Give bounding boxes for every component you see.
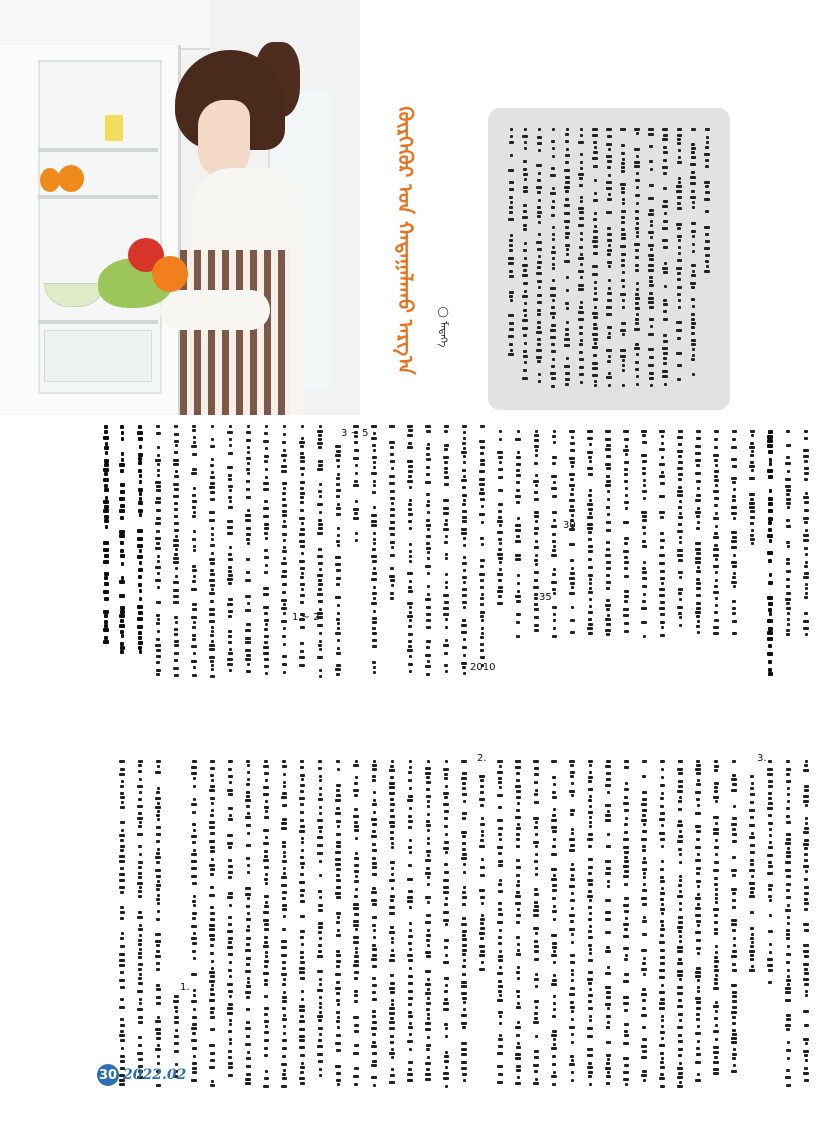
text-column (698, 430, 699, 640)
text-column (230, 760, 231, 1090)
text-column (158, 760, 159, 1090)
text-column (428, 760, 429, 1090)
text-column (590, 760, 591, 1090)
text-column (581, 128, 582, 390)
text-column (539, 128, 540, 390)
section-number: 2. (477, 753, 487, 764)
article-author-text: ◯ ᠮᠡᠳᠡᠭᠡ (437, 306, 448, 348)
inline-number: 35 (539, 592, 552, 603)
text-column (590, 430, 591, 640)
text-column (536, 760, 537, 1090)
text-column (752, 430, 753, 550)
text-column (482, 425, 483, 680)
text-column (500, 760, 501, 1090)
text-column (770, 760, 771, 990)
text-column (693, 128, 694, 378)
text-column (626, 760, 627, 1090)
section-number: 1. (180, 982, 190, 993)
text-column (716, 760, 717, 1090)
text-column (680, 760, 681, 1090)
kitchen-cabinet (0, 0, 210, 50)
fridge-drawer (44, 330, 152, 382)
text-column (770, 430, 771, 680)
inline-number: 3 ~ 5 (341, 428, 369, 439)
text-column (140, 425, 141, 655)
inline-number: 1 ~ 2 (292, 612, 320, 623)
text-column (734, 760, 735, 1090)
article-title (395, 105, 425, 375)
text-column (284, 425, 285, 680)
text-column (410, 760, 411, 1090)
text-column (518, 760, 519, 1090)
text-column (302, 425, 303, 680)
text-column (788, 430, 789, 640)
text-column (609, 128, 610, 390)
page-footer (97, 1064, 186, 1086)
text-column (752, 775, 753, 975)
woman-face (198, 100, 250, 178)
text-column (623, 128, 624, 390)
text-column (446, 425, 447, 680)
text-column (176, 425, 177, 680)
inline-number: 2010 (470, 662, 496, 673)
issue-date: 2022.02 (123, 1067, 187, 1083)
text-column (410, 425, 411, 680)
text-column (356, 760, 357, 1090)
orange-fruit (58, 165, 84, 192)
text-column (464, 425, 465, 680)
text-column (338, 445, 339, 680)
text-column (806, 760, 807, 1090)
text-column (356, 425, 357, 545)
text-column (806, 430, 807, 640)
text-column (464, 760, 465, 1090)
text-column (572, 760, 573, 1090)
text-column (644, 760, 645, 1090)
text-column (637, 128, 638, 390)
text-column (500, 430, 501, 610)
orange-fruit (152, 256, 188, 292)
text-column (707, 128, 708, 278)
text-column (662, 430, 663, 640)
text-column (122, 425, 123, 655)
fridge-shelf (38, 195, 158, 199)
text-column (554, 430, 555, 640)
striped-apron (180, 250, 290, 415)
text-column (788, 760, 789, 1090)
text-column (518, 430, 519, 640)
text-column (320, 425, 321, 680)
text-column (284, 760, 285, 1090)
text-column (536, 430, 537, 640)
text-column (698, 760, 699, 1090)
text-column (212, 425, 213, 680)
text-column (374, 425, 375, 680)
text-column (302, 760, 303, 1090)
text-column (680, 430, 681, 640)
text-column (553, 128, 554, 390)
article-photo (0, 0, 360, 415)
orange-fruit (40, 168, 60, 192)
woman-arm (160, 290, 270, 330)
text-column (525, 128, 526, 390)
text-column (320, 760, 321, 1090)
text-column (140, 760, 141, 1090)
text-column (608, 760, 609, 1090)
inline-number: 30 (563, 520, 576, 531)
text-column (482, 775, 483, 975)
text-column (716, 430, 717, 640)
text-column (651, 128, 652, 390)
text-column (122, 760, 123, 1090)
text-column (554, 760, 555, 1090)
text-column (374, 760, 375, 1090)
text-column (248, 760, 249, 1090)
text-column (212, 760, 213, 1090)
text-column (428, 425, 429, 680)
article-author (437, 292, 455, 362)
text-column (644, 430, 645, 640)
text-column (392, 760, 393, 1090)
text-column (679, 128, 680, 390)
text-column (248, 425, 249, 680)
text-column (266, 760, 267, 1090)
text-column (665, 128, 666, 390)
fridge-shelf (38, 148, 158, 152)
text-column (194, 760, 195, 1090)
text-column (734, 430, 735, 640)
abstract-box (488, 108, 730, 410)
fridge-shelf (38, 320, 158, 324)
text-column (338, 760, 339, 1090)
fridge-note (105, 115, 123, 141)
page-number: 30 (97, 1064, 119, 1086)
text-column (230, 425, 231, 680)
text-column (567, 128, 568, 390)
text-column (158, 425, 159, 680)
text-column (511, 128, 512, 368)
text-column (626, 430, 627, 640)
text-column (595, 128, 596, 390)
text-column (572, 430, 573, 640)
text-column (106, 425, 107, 655)
text-column (266, 425, 267, 680)
section-number: 3. (757, 753, 767, 764)
text-column (392, 425, 393, 605)
text-column (662, 760, 663, 1090)
text-column (608, 430, 609, 640)
text-column (194, 425, 195, 680)
article-title-text: ᠬᠥᠷᠭᠡᠭᠦᠷ ᠤᠨ ᠬᠠᠳᠠᠭᠠᠯᠠᠬᠤ ᠠᠷᠭ᠎ᠠ (393, 105, 418, 375)
text-column (446, 760, 447, 1090)
